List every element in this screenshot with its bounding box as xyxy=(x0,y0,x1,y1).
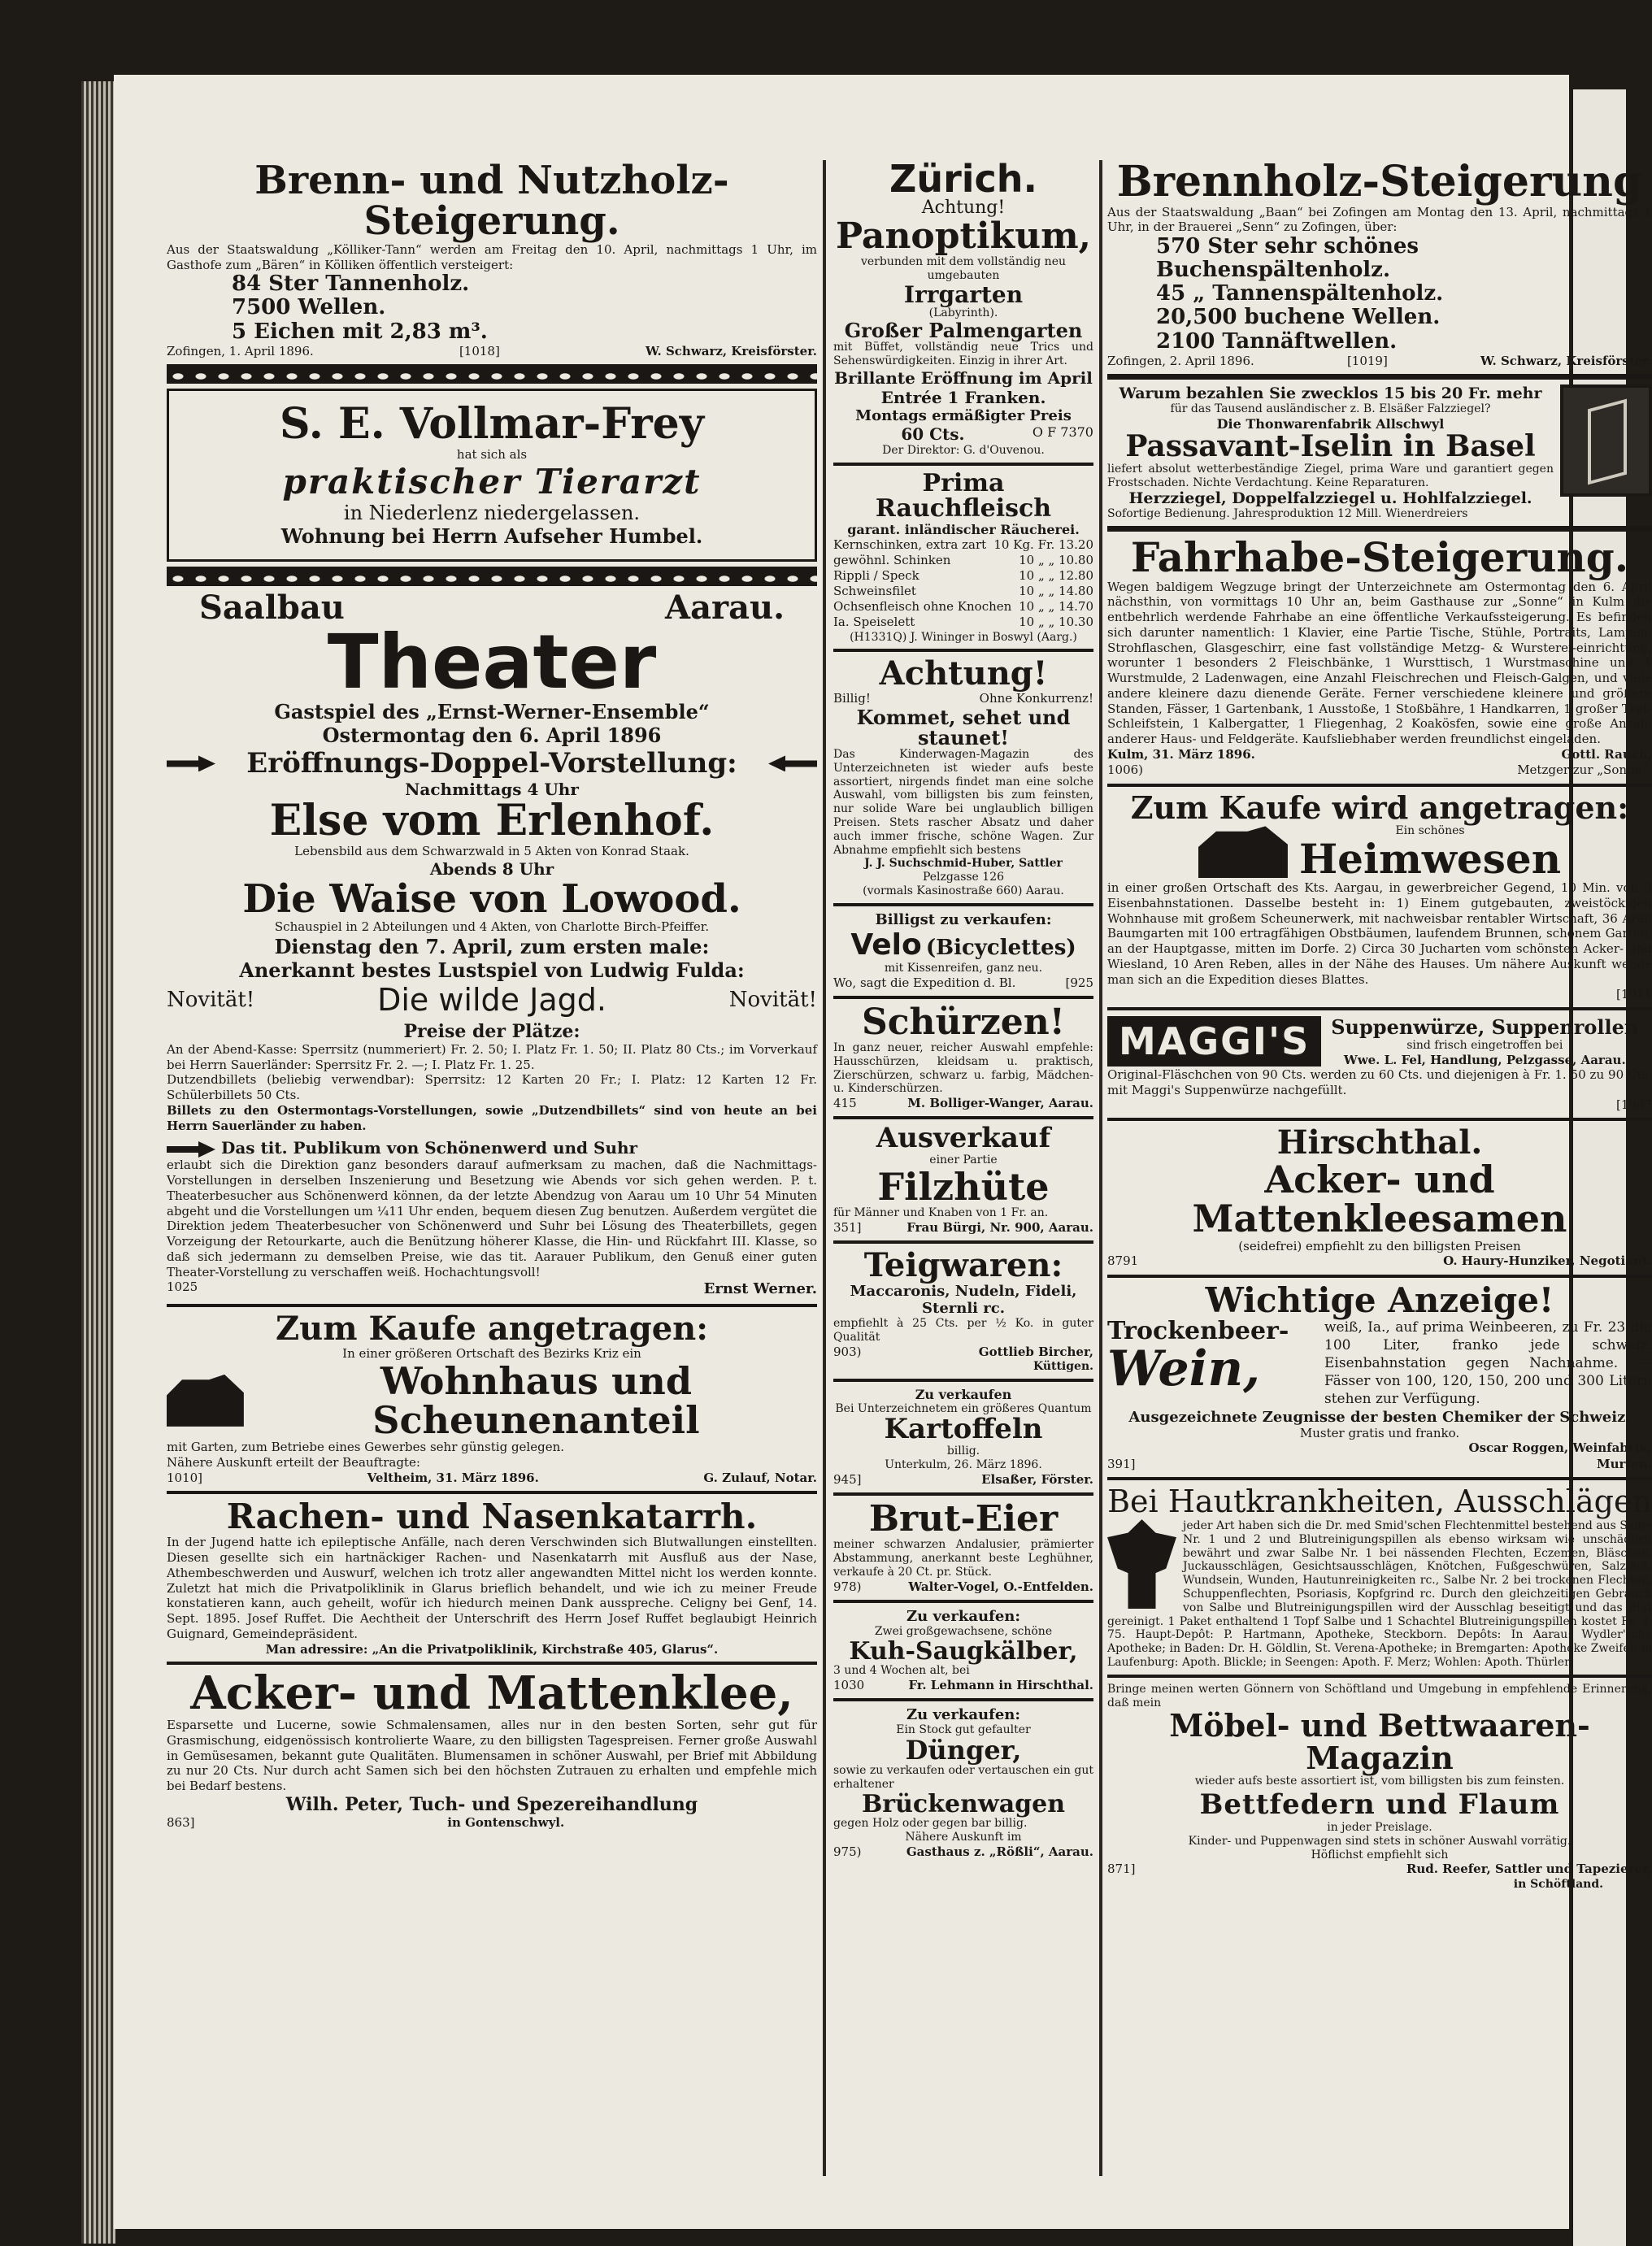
ad-number: [925 xyxy=(1065,975,1093,990)
ad-number: [1019] xyxy=(1346,353,1388,368)
ad-signature: Ernst Werner. xyxy=(703,1280,817,1298)
ad-title: Schürzen! xyxy=(861,1001,1065,1043)
ad-heimwesen xyxy=(1107,788,1652,1002)
ad-body: liefert absolut wetterbeständige Ziegel, prima Ware und garantiert gegen Frostschaden. Nichte Verdachtung. Keine Reparaturen. xyxy=(1107,462,1554,489)
ad-title: Zum Kaufe angetragen: xyxy=(275,1309,709,1348)
ad-line: In einer größeren Ortschaft des Bezirks Kriz ein xyxy=(342,1345,641,1361)
lot-item: 20,500 buchene Wellen. xyxy=(1156,305,1441,330)
ad-hautkrankheiten xyxy=(1107,1485,1652,1670)
ad-body: In der Jugend hatte ich epileptische Anfälle, nach deren Verschwinden sich Blutwallungen einstellten. Diesen gesellte sich ein hartnäckiger Rachen- und Nasenkatarrh mit Ausfluß aus der Nase, Athembeschwerden und Auswurf, welchen ich trotz aller angewandten Mittel nicht los werden konnte. Zuletzt hat mich die Privatpoliklinik in Glarus brieflich behandelt, und wie ich zu meiner Freude konstatieren kann, auch geheilt, wofür ich hiedurch meinen Dank ausspreche. Celigny bei Genf, 14. Sept. 1895. Josef Ruffet. Die Aechtheit der Unterschrift des Herrn Josef Ruffet beglaubigt Heinrich Guignard, Gemeindepräsident. xyxy=(167,1535,817,1641)
divider xyxy=(167,1304,817,1307)
column-rule xyxy=(1099,160,1102,2176)
newspaper-page xyxy=(114,75,1652,2229)
book-binding-edge xyxy=(81,81,115,2244)
ad-items: Maccaronis, Nudeln, Fideli, Sternli rc. xyxy=(850,1283,1077,1318)
pointing-hand-icon xyxy=(167,1141,215,1158)
ad-line: Nähere Auskunft erteilt der Beauftragte: xyxy=(167,1454,420,1470)
ad-title: Brennholz-Steigerung xyxy=(1116,157,1643,206)
divider xyxy=(833,903,1093,906)
ad-kartoffeln xyxy=(833,1387,1093,1488)
ad-number: 351] xyxy=(833,1219,862,1235)
ad-line: für Männer und Knaben von 1 Fr. an. xyxy=(833,1206,1049,1220)
divider xyxy=(833,1116,1093,1119)
ad-line: Zwei großgewachsene, schöne xyxy=(874,1624,1053,1638)
city: Aarau. xyxy=(665,589,785,628)
price: 10 Kg. Fr. 13.20 xyxy=(993,537,1093,552)
ad-signature: in Schöftland. xyxy=(1513,1877,1603,1891)
ad-line: für das Tausend ausländischer z. B. Elsäßer Falzziegel? xyxy=(1170,402,1491,416)
ad-title: Brut-Eier xyxy=(868,1497,1059,1540)
ad-line: Billig! xyxy=(833,691,871,706)
ad-signature: M. Bolliger-Wanger, Aarau. xyxy=(907,1096,1093,1111)
price-row xyxy=(833,584,1093,599)
ad-line: Bei Unterzeichnetem ein größeres Quantum xyxy=(835,1401,1092,1415)
ad-wohnhaus xyxy=(167,1309,817,1486)
ad-line: Trockenbeer- xyxy=(1107,1317,1289,1346)
ad-signature: in Gontenschwyl. xyxy=(447,1814,565,1830)
ad-line: Ostermontag den 6. April 1896 xyxy=(322,723,662,748)
ad-ackerklee xyxy=(167,1666,817,1831)
ad-line: sowie zu verkaufen oder vertauschen ein gut erhaltener xyxy=(833,1764,1093,1792)
ad-body: Aus der Staatswaldung „Kölliker-Tann“ werden am Freitag den 10. April, nachmittags 1 Uhr, im Gasthofe zum „Bären“ in Kölliken öffentlich versteigert: xyxy=(167,241,817,272)
ad-address: (vormals Kasinostraße 660) Aarau. xyxy=(863,884,1064,897)
ad-teigwaren xyxy=(833,1246,1093,1374)
divider xyxy=(833,1240,1093,1244)
ad-title: Billigst zu verkaufen: xyxy=(875,910,1052,928)
ad-line: Ein schönes xyxy=(1395,823,1465,837)
play-title: Else vom Erlenhof. xyxy=(269,796,715,846)
price: 10 „ „ 14.80 xyxy=(1019,584,1093,599)
pointing-hand-icon xyxy=(167,755,215,771)
ad-title: Acker- und Mattenklee, xyxy=(190,1666,793,1721)
ad-line: Brillante Eröffnung im April xyxy=(834,367,1093,388)
ad-item: Großer Palmengarten xyxy=(844,318,1083,342)
chain-border xyxy=(167,364,817,384)
ad-signature: Wilh. Peter, Tuch- und Spezereihandlung xyxy=(285,1793,698,1815)
ad-title: Ausverkauf xyxy=(876,1122,1051,1155)
ad-line: Eröffnungs-Doppel-Vorstellung: xyxy=(246,747,737,780)
ad-item: Irrgarten xyxy=(903,280,1024,308)
ad-signature: W. Schwarz, Kreisförster. xyxy=(646,343,817,358)
lot-item: 7500 Wellen. xyxy=(232,295,386,320)
ad-body: Das Kinderwagen-Magazin des Unterzeichneten ist wieder aufs beste assortiert, nirgends findet man eine solche Auswahl, vom billigsten bis zum feinsten, nur solide Ware bei unglaublich billigen Preisen. Stets rascher Absatz und daher auch immer frische, schöne Wagen. Zur Abnahme empfiehlt sich bestens xyxy=(833,748,1093,857)
ad-body: weiß, Ia., auf prima Weinbeeren, zu Fr. 23 die 100 Liter, franko jede schweiz. Eisenbahnstation gegen Nachnahme. — Fässer von 100, 120, 150, 200 und 300 Litern stehen zur Verfügung. xyxy=(1324,1319,1652,1408)
divider xyxy=(833,463,1093,466)
ad-title: Wichtige Anzeige! xyxy=(1205,1279,1554,1320)
ad-brennholz-koelliken xyxy=(167,160,817,359)
price-row xyxy=(833,537,1093,553)
ad-line: hat sich als xyxy=(456,446,528,462)
divider xyxy=(167,1662,817,1665)
billets-text: Billets zu den Ostermontags-Vorstellungen, sowie „Dutzendbillets“ sind von heute an bei Herrn Sauerländer zu haben. xyxy=(167,1102,817,1133)
ad-slogan: Kommet, sehet und staunet! xyxy=(856,705,1071,749)
ad-body: Esparsette und Lucerne, sowie Schmalensamen, alles nur in den besten Sorten, sehr gut für Grasmischung, eidgenössisch kontrolierte Waare, zu den billigsten Tagespreisen. Ferner große Auswahl in Gemüsesamen, bekannt gute Qualitäten. Blumensamen in schöner Auswahl, per Brief mit Abbildung zu nur 20 Cts. Nur durch acht Samen sich bei den höchsten Zutrauen zu erhalten und empfehle mich bei Bedarf bestens. xyxy=(167,1718,817,1794)
lot-item: 5 Eichen mit 2,83 m³. xyxy=(232,319,488,344)
lot-item: 2100 Tannäftwellen. xyxy=(1156,328,1398,354)
ad-line: Muster gratis und franko. xyxy=(1299,1425,1460,1440)
prices-text: An der Abend-Kasse: Sperrsitz (nummeriert) Fr. 2. 50; I. Platz Fr. 1. 50; II. Platz 80 Cts.; im Vorverkauf bei Herrn Sauerländer: Sperrsitz Fr. 2. —; I. Platz Fr. 1. 25. xyxy=(167,1041,817,1072)
price-row xyxy=(833,599,1093,615)
ad-item: Heimwesen xyxy=(1298,834,1562,883)
ad-line: garant. inländischer Räucherei. xyxy=(847,521,1080,537)
ad-line: Dienstag den 7. April, zum ersten male: xyxy=(274,934,710,958)
ad-body: erlaubt sich die Direktion ganz besonders darauf aufmerksam zu machen, daß die Nachmittags-Vorstellungen in derselben Inszenierung und Besetzung wie Abends vor sich gehen werden. P. t. Theaterbesucher aus Schönenwerd können, da der letzte Abendzug von Aarau um 10 Uhr 54 Minuten abgeht und die Vorstellungen um ¼11 Uhr enden, bequem diesen Zug benutzen. Außerdem vergütet die Direktion jedem Theaterbesucher von Schönenwerd und Suhr bei Lösung des Theaterbillets, gegen Vorzeigung der Retourkarte, auch die Benützung höherer Klasse, die Hin- und Rückfahrt III. Klasse, so daß sich jedermann zu demselben Preise, wie das tit. Aarauer Publikum, den Genuß einer guten Theater-Vorstellung zu verschaffen weiß. Hochachtungsvoll! xyxy=(167,1158,817,1279)
divider xyxy=(833,649,1093,652)
ad-line: 3 und 4 Wochen alt, bei xyxy=(833,1664,970,1678)
ad-title: Zu verkaufen: xyxy=(906,1607,1021,1625)
ad-place: Veltheim, 31. März 1896. xyxy=(367,1470,539,1485)
ad-number: 1006) xyxy=(1107,762,1144,778)
ad-item: Brückenwagen xyxy=(861,1789,1066,1818)
product: gewöhnl. Schinken xyxy=(833,552,951,567)
column-rule xyxy=(823,160,826,2176)
ad-title: Suppenwürze, Suppenrollen xyxy=(1331,1015,1639,1040)
ad-signature: Küttigen. xyxy=(1032,1359,1093,1373)
ad-line: Ausgezeichnete Zeugnisse der besten Chemiker der Schweiz. xyxy=(1128,1408,1631,1426)
ad-body: Aus der Staatswaldung „Baan“ bei Zofingen am Montag den 13. April, nachmittags 1 Uhr, in der Brauerei „Senn“ zu Zofingen, über: xyxy=(1107,204,1652,235)
ad-body: in einer großen Ortschaft des Kts. Aargau, in gewerbreicher Gegend, 10 Min. von 3 Eisenbahnstationen. Dasselbe besteht in: 1) Einem gutgebauten, zweistöckigen Wohnhause mit großem Scheunerwerk, mit nachweisbar rentabler Wirtschaft, 36 Aren Baumgarten mit 100 ertragfähigen Obstbäumen, laufendem Brunnen, schönem Garten, an der Hauptgasse, mitten im Dorfe. 2) Circa 30 Jucharten vom schönsten Acker- und Wiesland, 10 Aren Reben, alles in der Nähe des Hauses. Um nähere Auskunft wende man sich an die Expedition dieses Blattes. xyxy=(1107,880,1652,987)
ad-item: Wein, xyxy=(1107,1340,1260,1397)
ad-item: Kartoffeln xyxy=(884,1413,1043,1446)
ad-line: Gastspiel des „Ernst-Werner-Ensemble“ xyxy=(274,700,710,724)
ad-signature: Walter-Vogel, O.-Entfelden. xyxy=(908,1579,1093,1594)
ad-title: Theater xyxy=(327,619,657,706)
ad-line: Die Thonwarenfabrik Allschwyl xyxy=(1216,415,1445,432)
ad-fahrhabe xyxy=(1107,533,1652,779)
price-row xyxy=(833,615,1093,630)
ad-moebel xyxy=(1107,1683,1652,1892)
price: 60 Cts. xyxy=(901,424,965,444)
ad-address: Man adressire: „An die Privatpoliklinik, Kirchstraße 405, Glarus“. xyxy=(265,1641,719,1657)
ad-line: verbunden mit dem vollständig neu umgebauten xyxy=(860,255,1067,282)
ad-body: In ganz neuer, reicher Auswahl empfehle: Hausschürzen, kleidsam u. praktisch, Zierschürzen, schwarz u. farbig, Mädchen- u. Kinderschürzen. xyxy=(833,1040,1093,1096)
ad-item: Filzhüte xyxy=(877,1164,1050,1209)
ad-signature: Fr. Lehmann in Hirschthal. xyxy=(908,1677,1093,1692)
ad-velo xyxy=(833,911,1093,991)
ad-signature: (H1331Q) J. Wininger in Boswyl (Aarg.) xyxy=(850,630,1077,644)
ad-item: Velo xyxy=(850,928,922,962)
ad-line: mit Kissenreifen, ganz neu. xyxy=(884,961,1043,975)
divider xyxy=(167,1491,817,1494)
ad-signature: J. J. Suchschmid-Huber, Sattler xyxy=(864,857,1063,871)
divider xyxy=(833,996,1093,999)
divider xyxy=(833,1379,1093,1382)
ad-item: Kuh-Saugkälber, xyxy=(849,1636,1078,1666)
ad-title: S. E. Vollmar-Frey xyxy=(280,399,704,450)
price-row xyxy=(833,568,1093,584)
price: 10 „ „ 12.80 xyxy=(1019,567,1093,583)
divider xyxy=(1107,526,1652,532)
lot-item: 45 „ Tannenspältenholz. xyxy=(1156,281,1444,306)
ad-filzhuete xyxy=(833,1124,1093,1236)
ad-number: 863] xyxy=(167,1814,195,1830)
ad-title: Zu verkaufen: xyxy=(906,1706,1021,1723)
ad-number: [1011 xyxy=(1615,987,1652,1002)
ad-item: Wohnhaus und Scheunenanteil xyxy=(372,1358,700,1442)
product: Ochsenfleisch ohne Knochen xyxy=(833,599,1012,615)
product: Kernschinken, extra zart xyxy=(833,537,987,552)
chain-border xyxy=(167,567,817,586)
ad-line: mit Garten, zum Betriebe eines Gewerbes sehr günstig gelegen. xyxy=(167,1440,565,1455)
ad-line: Warum bezahlen Sie zwecklos 15 bis 20 Fr. mehr xyxy=(1119,384,1542,403)
ad-number: 871] xyxy=(1107,1862,1136,1877)
ad-item: Dünger, xyxy=(905,1734,1022,1766)
ad-line: Wohnung bei Herrn Aufseher Humbel. xyxy=(280,524,703,549)
ad-line: sind frisch eingetroffen bei xyxy=(1406,1039,1563,1053)
divider xyxy=(1107,1675,1652,1678)
price: 10 „ „ 10.80 xyxy=(1019,552,1093,567)
ad-line: Achtung! xyxy=(921,198,1006,218)
column-left xyxy=(167,160,817,1835)
ad-code: O F 7370 xyxy=(1032,424,1093,440)
ad-address: Pelzgasse 126 xyxy=(922,871,1005,884)
ad-line: billig. xyxy=(946,1444,980,1458)
ad-line: wieder aufs beste assortiert ist, vom billigsten bis zum feinsten. xyxy=(1194,1775,1565,1788)
ad-line: Abends 8 Uhr xyxy=(429,858,554,879)
product: Ia. Speiselett xyxy=(833,615,915,630)
ad-number: 415 xyxy=(833,1096,857,1111)
ad-bruteier xyxy=(833,1497,1093,1595)
ad-signature: W. Schwarz, Kreisförster. xyxy=(1480,353,1652,368)
ad-line: Höflichst empfiehlt sich xyxy=(1311,1848,1449,1862)
ad-line: Wo, sagt die Expedition d. Bl. xyxy=(833,975,1016,990)
ad-line: empfiehlt à 25 Cts. per ½ Ko. in guter Qualität xyxy=(833,1317,1093,1344)
price-row xyxy=(833,553,1093,568)
venue: Saalbau xyxy=(199,589,345,628)
ad-title: Brenn- und Nutzholz-Steigerung. xyxy=(254,158,729,245)
divider xyxy=(1107,1477,1652,1480)
ad-signature: Rud. Reefer, Sattler und Tapezierer, xyxy=(1406,1862,1652,1877)
ad-brennholz-baan xyxy=(1107,157,1652,369)
ad-signature: Oscar Roggen, Weinfabrik, xyxy=(1468,1440,1652,1456)
ad-item: Acker- und Mattenkleesamen xyxy=(1192,1158,1567,1241)
ad-body: mit Büffet, vollständig neue Trics und Sehenswürdigkeiten. Einzig in ihrer Art. xyxy=(833,341,1093,367)
ad-title: Zürich. xyxy=(889,157,1038,201)
lot-item: 570 Ster sehr schönes Buchenspältenholz. xyxy=(1156,234,1419,283)
ad-number: 978) xyxy=(833,1579,862,1594)
price: 10 „ „ 10.30 xyxy=(1019,615,1093,630)
product: Schweinsfilet xyxy=(833,584,916,599)
ad-ziegel xyxy=(1107,384,1652,521)
ad-number: [1007 xyxy=(1615,1097,1652,1113)
lot-item: 84 Ster Tannenholz. xyxy=(232,272,470,297)
novelty-label: Novität! xyxy=(728,987,817,1012)
ad-tierarzt xyxy=(167,389,817,562)
ad-signature: Frau Bürgi, Nr. 900, Aarau. xyxy=(906,1219,1093,1235)
ad-body: Original-Fläschchen von 90 Cts. werden zu 60 Cts. und diejenigen à Fr. 1. 50 zu 90 Cts. mit Maggi's Suppenwürze nachgefüllt. xyxy=(1107,1067,1652,1097)
divider xyxy=(1107,1275,1652,1278)
ad-body: Wegen baldigem Wegzuge bringt der Unterzeichnete am Ostermontag den 6. April nächsthin, von vormittags 10 Uhr an, beim Gasthause zur „Sonne“ in Kulm die entbehrlich werdende Fahrhabe an eine öffentliche Verkaufssteigerung. Es befinden sich darunter namentlich: 1 Klavier, eine Partie Tische, Stühle, Portraits, Lampen, Strohflaschen, Glasgeschirr, eine fast vollständige Metzg- & Wursterei-einrichtung, worunter 1 besonders 2 Fleischbänke, 1 Wursttisch, 1 Wurstmaschine und 1 Wurstmulde, 2 Ladenwagen, eine Anzahl Fleischrechen und Fleisch-Galgen, und viele andere kleinere dazu dienende Geräte. Ferner verschiedene kleinere und größere Standen, Fässer, 1 Gartenbank, 1 Ausstoße, 1 Stoßbähre, 1 Handkarren, 1 großer Tret-Schleifstein, 1 Kalbergatter, 1 Fliegenhag, 2 Koakösfen, sowie eine große Anzahl anderer Haus- und Feldgeräte. Kaufsliebhaber werden freundlichst eingeladen. xyxy=(1107,579,1652,747)
play-title: Die Waise von Lowood. xyxy=(242,875,741,922)
ad-schuerzen xyxy=(833,1001,1093,1112)
ad-title: Möbel- und Bettwaaren-Magazin xyxy=(1169,1707,1590,1777)
ad-kleesamen xyxy=(1107,1123,1652,1270)
play-desc: Lebensbild aus dem Schwarzwald in 5 Akten von Konrad Staak. xyxy=(294,844,689,859)
ad-line: Montags ermäßigter Preis xyxy=(855,406,1072,424)
ad-rauchfleisch xyxy=(833,468,1093,645)
divider xyxy=(1107,1118,1652,1121)
ad-title: Zum Kaufe wird angetragen: xyxy=(1130,788,1629,826)
pointing-hand-icon xyxy=(768,755,817,771)
ad-title: Fahrhabe-Steigerung. xyxy=(1130,533,1629,582)
ad-line: Nachmittags 4 Uhr xyxy=(405,780,579,800)
ad-line: in jeder Preislage. xyxy=(1327,1821,1432,1834)
ad-line: Sofortige Bedienung. Jahresproduktion 12 Mill. Wienerdreiers xyxy=(1107,507,1468,521)
roof-tile-icon xyxy=(1560,384,1652,497)
ad-number: 8791 xyxy=(1107,1253,1139,1269)
dutzend-text: Dutzendbillets (beliebig verwendbar): Sperrsitz: 12 Karten 20 Fr.; I. Platz: 12 Karten 12 Fr. Schülerbillets 50 Cts. xyxy=(167,1072,817,1103)
ad-wein xyxy=(1107,1279,1652,1472)
ad-title: Achtung! xyxy=(879,654,1048,693)
ad-signature: G. Zulauf, Notar. xyxy=(703,1470,817,1485)
ad-signature: Gottlieb Bircher, xyxy=(978,1344,1093,1359)
ad-signature: Gottl. Rauch, xyxy=(1561,746,1652,762)
ad-line: Anerkannt bestes Lustspiel von Ludwig Fulda: xyxy=(239,958,745,982)
divider xyxy=(1107,784,1652,787)
ad-title: Passavant-Iselin in Basel xyxy=(1125,428,1536,463)
ad-number: 1025 xyxy=(167,1279,198,1295)
ad-signature: Der Direktor: G. d'Ouvenou. xyxy=(882,443,1045,457)
column-right xyxy=(1107,157,1652,1896)
ad-date: Zofingen, 2. April 1896. xyxy=(1107,353,1254,368)
ad-number: 1010] xyxy=(167,1470,203,1485)
ad-title: Bei Hautkrankheiten, Ausschlägen xyxy=(1107,1484,1652,1520)
ad-duenger xyxy=(833,1706,1093,1860)
ad-line: Wwe. L. Fel, Handlung, Pelzgasse, Aarau. xyxy=(1343,1052,1626,1067)
ad-number: 1030 xyxy=(833,1677,865,1692)
prices-heading: Preise der Plätze: xyxy=(403,1020,580,1042)
house-icon xyxy=(1198,826,1288,878)
ad-place: Kulm, 31. März 1896. xyxy=(1107,746,1255,762)
divider xyxy=(1107,374,1652,380)
ad-signature: Murten. xyxy=(1596,1456,1652,1471)
ad-line: Ein Stock gut gefaulter xyxy=(896,1723,1031,1736)
divider xyxy=(833,1600,1093,1603)
price: 10 „ „ 14.70 xyxy=(1019,599,1093,615)
divider xyxy=(1107,1007,1652,1010)
ad-line: einer Partie xyxy=(929,1153,998,1167)
divider xyxy=(833,1492,1093,1496)
ad-number: 975) xyxy=(833,1844,862,1860)
ad-maggi xyxy=(1107,1015,1652,1113)
ad-item: Bettfedern und Flaum xyxy=(1199,1788,1560,1821)
ad-title: Zu verkaufen xyxy=(915,1386,1012,1402)
ad-kuhkaelber xyxy=(833,1608,1093,1693)
ad-body: meiner schwarzen Andalusier, prämierter Abstammung, anerkannt beste Leghühner, verkaufe à 20 Ct. pr. Stück. xyxy=(833,1538,1093,1579)
column-middle xyxy=(833,157,1093,1865)
ad-panoptikum xyxy=(833,157,1093,458)
ad-line: Ohne Konkurrenz! xyxy=(979,691,1093,706)
ad-line: gegen Holz oder gegen bar billig. xyxy=(833,1817,1028,1831)
ad-place: Unterkulm, 26. März 1896. xyxy=(885,1458,1042,1471)
divider xyxy=(833,1698,1093,1701)
ad-signature: Metzger zur „Sonne“. xyxy=(1517,762,1652,778)
maggi-logo: MAGGI'S xyxy=(1107,1016,1321,1067)
ad-line: in Niederlenz niedergelassen. xyxy=(343,502,641,525)
ad-body: jeder Art haben sich die Dr. med Smid'schen Flechtenmittel bestehend aus Salbe Nr. 1 und 2 und Blutreinigungspillen als ebenso wirksam wie unschädlich bewährt und zwar Salbe Nr. 1 bei nässenden Flechten, Eczemen, Bläschen, Juckausschlägen, Gesichtsausschlägen, Knötchen, Fußgeschwüren, Salzfluß, Wundsein, Wunden, Hautunreinigkeiten rc., Salbe Nr. 2 bei trockenen Flechten, Schuppenflechten, Psoriasis, Kopfgrind rc. Durch den gleichzeitigen Gebrauch von Salbe und Blutreinigungspillen wird der Ausschlag beseitigt und das Blut gereinigt. 1 Paket enthaltend 1 Topf Salbe und 1 Schachtel Blutreinigungspillen kostet Fr. 3. 75. Haupt-Depôt: P. Hartmann, Apotheke, Steckborn. Depôts: In Aarau: Wydler'sche Apotheke; in Baden: Dr. H. Göldlin, St. Verena-Apotheke; in Bremgarten: Apotheke Zweifel; in Laufenburg: Apoth. Blickle; in Seengen: Apoth. F. Merz; Wohlen: Apoth. Thürler. xyxy=(1107,1519,1652,1670)
ad-line: (Labyrinth). xyxy=(928,306,998,320)
ad-date: Zofingen, 1. April 1896. xyxy=(167,343,314,358)
play-desc: Schauspiel in 2 Abteilungen und 4 Akten, von Charlotte Birch-Pfeiffer. xyxy=(274,919,710,935)
ad-line: Kinder- und Puppenwagen sind stets in schöner Auswahl vorrätig. xyxy=(1188,1834,1572,1848)
ad-number: 945] xyxy=(833,1471,862,1487)
ad-title: Rachen- und Nasenkatarrh. xyxy=(226,1497,758,1537)
product: Rippli / Speck xyxy=(833,567,919,583)
ad-rachen xyxy=(167,1499,817,1657)
ad-role: praktischer Tierarzt xyxy=(282,462,702,502)
play-title: Die wilde Jagd. xyxy=(377,981,606,1018)
ad-line: Bringe meinen werten Gönnern von Schöftland und Umgebung in empfehlende Erinnerung, daß mein xyxy=(1107,1682,1652,1709)
ad-title: Teigwaren: xyxy=(863,1246,1063,1285)
ad-title: Prima Rauchfleisch xyxy=(875,468,1052,523)
house-icon xyxy=(167,1375,244,1427)
ad-number: 903) xyxy=(833,1344,862,1359)
ad-line: Entrée 1 Franken. xyxy=(880,387,1046,407)
ad-signature: Elsaßer, Förster. xyxy=(981,1471,1093,1487)
ad-number: 391] xyxy=(1107,1456,1136,1471)
ad-theater xyxy=(167,591,817,1298)
ad-title: Hirschthal. xyxy=(1276,1123,1483,1162)
ad-number: [1018] xyxy=(459,343,500,358)
ad-signature: Gasthaus z. „Rößli“, Aarau. xyxy=(906,1844,1093,1860)
ad-title: Panoptikum, xyxy=(836,215,1091,257)
ad-line: (seidefrei) empfiehlt zu den billigsten Preisen xyxy=(1238,1238,1521,1253)
ad-kinderwagen xyxy=(833,654,1093,897)
ad-line: Nähere Auskunft im xyxy=(905,1831,1022,1844)
novelty-label: Novität! xyxy=(167,987,255,1012)
ad-line: Das tit. Publikum von Schönenwerd und Suhr xyxy=(220,1138,638,1158)
ad-item: (Bicyclettes) xyxy=(925,935,1076,960)
ad-line: Herzziegel, Doppelfalzziegel u. Hohlfalzziegel. xyxy=(1128,489,1532,508)
ad-signature: O. Haury-Hunziker, Negotiant. xyxy=(1443,1253,1652,1269)
